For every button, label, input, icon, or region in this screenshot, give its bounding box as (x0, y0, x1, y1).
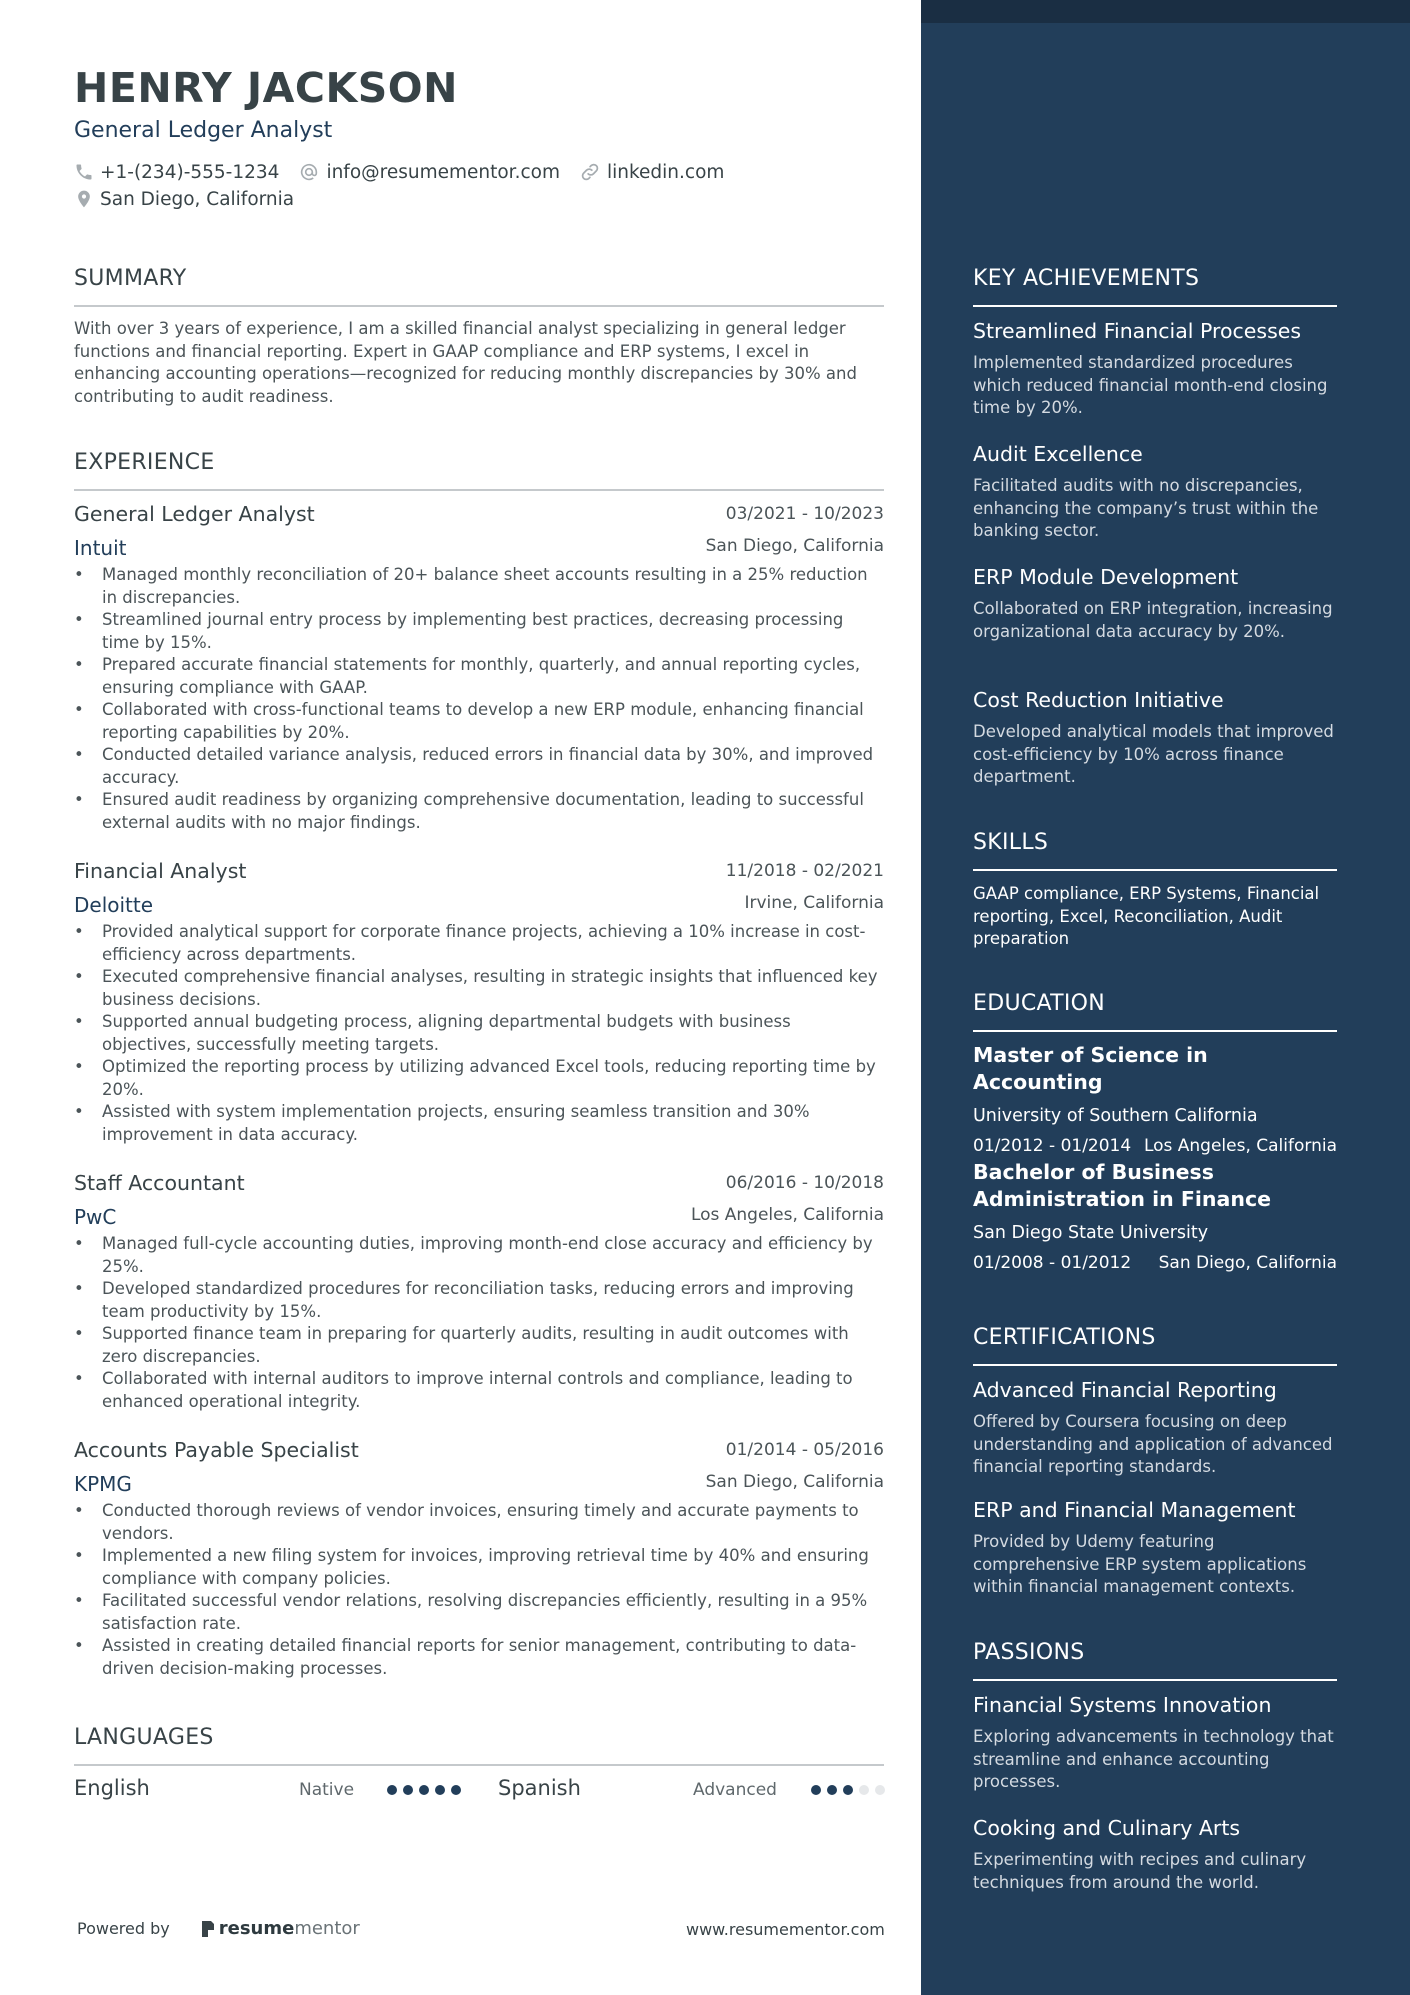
rating-dot-filled (419, 1785, 429, 1795)
education-location: San Diego, California (1158, 1253, 1337, 1273)
education-item (973, 1042, 1337, 1160)
rating-dot-filled (403, 1785, 413, 1795)
job-bullet: • Ensured audit readiness by organizing comprehensive documentation, leading to successful external audits with no major findings. (74, 789, 884, 834)
job-bullet: • Supported finance team in preparing for quarterly audits, resulting in audit outcomes with zero discrepancies. (74, 1323, 884, 1368)
education-degree: Master of Science in Accounting (973, 1043, 1208, 1094)
job-bullets (74, 1500, 884, 1680)
experience-heading: EXPERIENCE (74, 450, 215, 475)
rating-dot-empty (859, 1785, 869, 1795)
job-bullets (74, 921, 884, 1146)
achievement-title: Streamlined Financial Processes (973, 319, 1302, 343)
linkedin-text: linkedin.com (606, 161, 725, 183)
job-bullet: • Executed comprehensive financial analyses, resulting in strategic insights that influenced key business decisions. (74, 966, 884, 1011)
education-item (973, 1159, 1337, 1277)
language-rating (387, 1785, 467, 1795)
education-divider (973, 1030, 1337, 1032)
job-bullet: • Optimized the reporting process by utilizing advanced Excel tools, reducing reporting time by 20%. (74, 1056, 884, 1101)
job-bullet: • Implemented a new filing system for invoices, improving retrieval time by 40% and ensuring compliance with company policies. (74, 1545, 884, 1590)
rating-dot-empty (875, 1785, 885, 1795)
language-name: Spanish (498, 1776, 581, 1800)
languages-divider (74, 1764, 884, 1766)
job-bullet: • Assisted with system implementation projects, ensuring seamless transition and 30% improvement in data accuracy. (74, 1101, 884, 1146)
skills-heading: SKILLS (973, 830, 1049, 855)
contact-email[interactable] (298, 161, 560, 183)
contact-linkedin[interactable] (579, 161, 724, 183)
passion-title: Financial Systems Innovation (973, 1693, 1272, 1717)
certification-desc: Provided by Udemy featuring comprehensive ERP system applications within financial management contexts. (973, 1532, 1307, 1596)
resumementor-logo-icon (200, 1919, 216, 1939)
rating-dot-filled (435, 1785, 445, 1795)
passion-item (973, 1815, 1337, 1894)
brand-logo[interactable] (200, 1918, 360, 1939)
job-bullet: • Provided analytical support for corporate finance projects, achieving a 10% increase in cost-efficiency across departments. (74, 921, 884, 966)
education-location: Los Angeles, California (1143, 1136, 1337, 1156)
rating-dot-filled (827, 1785, 837, 1795)
summary-text: With over 3 years of experience, I am a skilled financial analyst specializing in general ledger functions and financial reporting. Expert in GAAP compliance and ERP systems, I excel in enhancing accounting operations—recognized for reducing monthly discrepancies by 30% and contributing to audit readiness. (74, 319, 857, 406)
contact-phone (74, 162, 279, 183)
achievement-item (973, 687, 1337, 789)
job-bullet: • Streamlined journal entry process by implementing best practices, decreasing processing time by 15%. (74, 609, 884, 654)
job-bullet: • Assisted in creating detailed financial reports for senior management, contributing to data-driven decision-making processes. (74, 1635, 884, 1680)
education-dates: 01/2012 - 01/2014 (973, 1136, 1132, 1156)
job-bullet: • Developed standardized procedures for reconciliation tasks, reducing errors and improving team productivity by 15%. (74, 1278, 884, 1323)
job-bullets (74, 564, 884, 834)
powered-by-text: Powered by (77, 1919, 170, 1938)
achievements-heading: KEY ACHIEVEMENTS (973, 266, 1200, 291)
email-text: info@resumementor.com (326, 161, 560, 183)
job-bullet: • Prepared accurate financial statements for monthly, quarterly, and annual reporting cycles, ensuring compliance with GAAP. (74, 654, 884, 699)
rating-dot-filled (843, 1785, 853, 1795)
footer-website[interactable]: www.resumementor.com (686, 1920, 885, 1939)
link-icon (579, 161, 601, 183)
job-entry (74, 502, 884, 834)
passions-divider (973, 1679, 1337, 1681)
certification-title: Advanced Financial Reporting (973, 1378, 1277, 1402)
job-bullet: • Collaborated with cross-functional teams to develop a new ERP module, enhancing financial reporting capabilities by 20%. (74, 699, 884, 744)
job-bullet: • Supported annual budgeting process, aligning departmental budgets with business objectives, successfully meeting targets. (74, 1011, 884, 1056)
certifications-heading: CERTIFICATIONS (973, 1325, 1156, 1350)
phone-icon (74, 162, 94, 182)
contact-row-2 (74, 188, 313, 210)
job-company: KPMG (74, 1472, 132, 1496)
candidate-name: HENRY JACKSON (74, 64, 458, 112)
passion-title: Cooking and Culinary Arts (973, 1816, 1241, 1840)
achievement-title: Cost Reduction Initiative (973, 688, 1224, 712)
job-company: Intuit (74, 536, 127, 560)
achievement-desc: Collaborated on ERP integration, increasing organizational data accuracy by 20%. (973, 599, 1333, 641)
certification-desc: Offered by Coursera focusing on deep understanding and application of advanced financial reporting standards. (973, 1412, 1333, 1476)
job-bullet: • Managed monthly reconciliation of 20+ balance sheet accounts resulting in a 25% reduction in discrepancies. (74, 564, 884, 609)
job-dates: 11/2018 - 02/2021 (725, 861, 884, 881)
job-entry (74, 859, 884, 1146)
job-entry (74, 1438, 884, 1680)
brand-light: mentor (294, 1918, 360, 1939)
education-school: San Diego State University (973, 1223, 1209, 1243)
job-bullet: • Managed full-cycle accounting duties, improving month-end close accuracy and efficiency by 25%. (74, 1233, 884, 1278)
job-location: Los Angeles, California (690, 1205, 884, 1225)
job-dates: 01/2014 - 05/2016 (725, 1440, 884, 1460)
education-school: University of Southern California (973, 1106, 1258, 1126)
certification-title: ERP and Financial Management (973, 1498, 1296, 1522)
job-bullet: • Facilitated successful vendor relations, resolving discrepancies efficiently, resulting in a 95% satisfaction rate. (74, 1590, 884, 1635)
job-title: General Ledger Analyst (74, 502, 315, 526)
job-location: Irvine, California (744, 893, 884, 913)
candidate-title: General Ledger Analyst (74, 118, 333, 143)
contact-row-1 (74, 161, 743, 183)
job-bullet: • Collaborated with internal auditors to improve internal controls and compliance, leading to enhanced operational integrity. (74, 1368, 884, 1413)
location-text: San Diego, California (100, 188, 295, 210)
job-bullet: • Conducted detailed variance analysis, reduced errors in financial data by 30%, and improved accuracy. (74, 744, 884, 789)
education-degree: Bachelor of Business Administration in Finance (973, 1160, 1272, 1211)
summary-divider (74, 305, 884, 307)
achievement-item (973, 318, 1337, 420)
job-title: Staff Accountant (74, 1171, 245, 1195)
achievement-title: ERP Module Development (973, 565, 1239, 589)
certification-item (973, 1497, 1337, 1599)
job-entry (74, 1171, 884, 1413)
skills-list (973, 883, 1337, 951)
job-company: Deloitte (74, 893, 154, 917)
summary-heading: SUMMARY (74, 266, 187, 291)
brand-bold: resume (218, 1918, 295, 1939)
achievement-desc: Implemented standardized procedures which reduced financial month-end closing time by 20%. (973, 353, 1328, 417)
achievements-divider (973, 305, 1337, 307)
job-location: San Diego, California (705, 1472, 884, 1492)
achievement-item (973, 441, 1337, 543)
contact-location (74, 188, 294, 210)
job-dates: 06/2016 - 10/2018 (725, 1173, 884, 1193)
rating-dot-filled (811, 1785, 821, 1795)
job-bullet: • Conducted thorough reviews of vendor invoices, ensuring timely and accurate payments to vendors. (74, 1500, 884, 1545)
language-rating (811, 1785, 891, 1795)
achievement-desc: Facilitated audits with no discrepancies, enhancing the company’s trust within the banking sector. (973, 476, 1319, 540)
achievement-title: Audit Excellence (973, 442, 1143, 466)
sidebar-top-strip (921, 0, 1410, 23)
job-title: Financial Analyst (74, 859, 247, 883)
skills-text: GAAP compliance, ERP Systems, Financial reporting, Excel, Reconciliation, Audit preparation (973, 884, 1320, 948)
passions-heading: PASSIONS (973, 1640, 1085, 1665)
job-company: PwC (74, 1205, 117, 1229)
language-level: Native (299, 1780, 355, 1800)
education-heading: EDUCATION (973, 991, 1106, 1016)
passion-item (973, 1692, 1337, 1794)
achievement-desc: Developed analytical models that improved cost-efficiency by 10% across finance department. (973, 722, 1334, 786)
job-title: Accounts Payable Specialist (74, 1438, 359, 1462)
location-pin-icon (74, 188, 94, 210)
languages-heading: LANGUAGES (74, 1725, 214, 1750)
job-bullets (74, 1233, 884, 1413)
at-icon (298, 161, 320, 183)
language-level: Advanced (693, 1780, 777, 1800)
job-location: San Diego, California (705, 536, 884, 556)
skills-divider (973, 869, 1337, 871)
passion-desc: Experimenting with recipes and culinary techniques from around the world. (973, 1850, 1307, 1892)
phone-text: +1-(234)-555-1234 (100, 161, 280, 183)
certification-item (973, 1377, 1337, 1479)
experience-divider (74, 489, 884, 491)
passion-desc: Exploring advancements in technology that streamline and enhance accounting processes. (973, 1727, 1334, 1791)
rating-dot-filled (387, 1785, 397, 1795)
language-name: English (74, 1776, 150, 1800)
sidebar (921, 0, 1410, 1995)
rating-dot-filled (451, 1785, 461, 1795)
certifications-divider (973, 1364, 1337, 1366)
achievement-item (973, 564, 1337, 643)
education-dates: 01/2008 - 01/2012 (973, 1253, 1132, 1273)
footer-powered-by (77, 1918, 360, 1939)
languages-row (74, 1776, 884, 1806)
job-dates: 03/2021 - 10/2023 (725, 504, 884, 524)
